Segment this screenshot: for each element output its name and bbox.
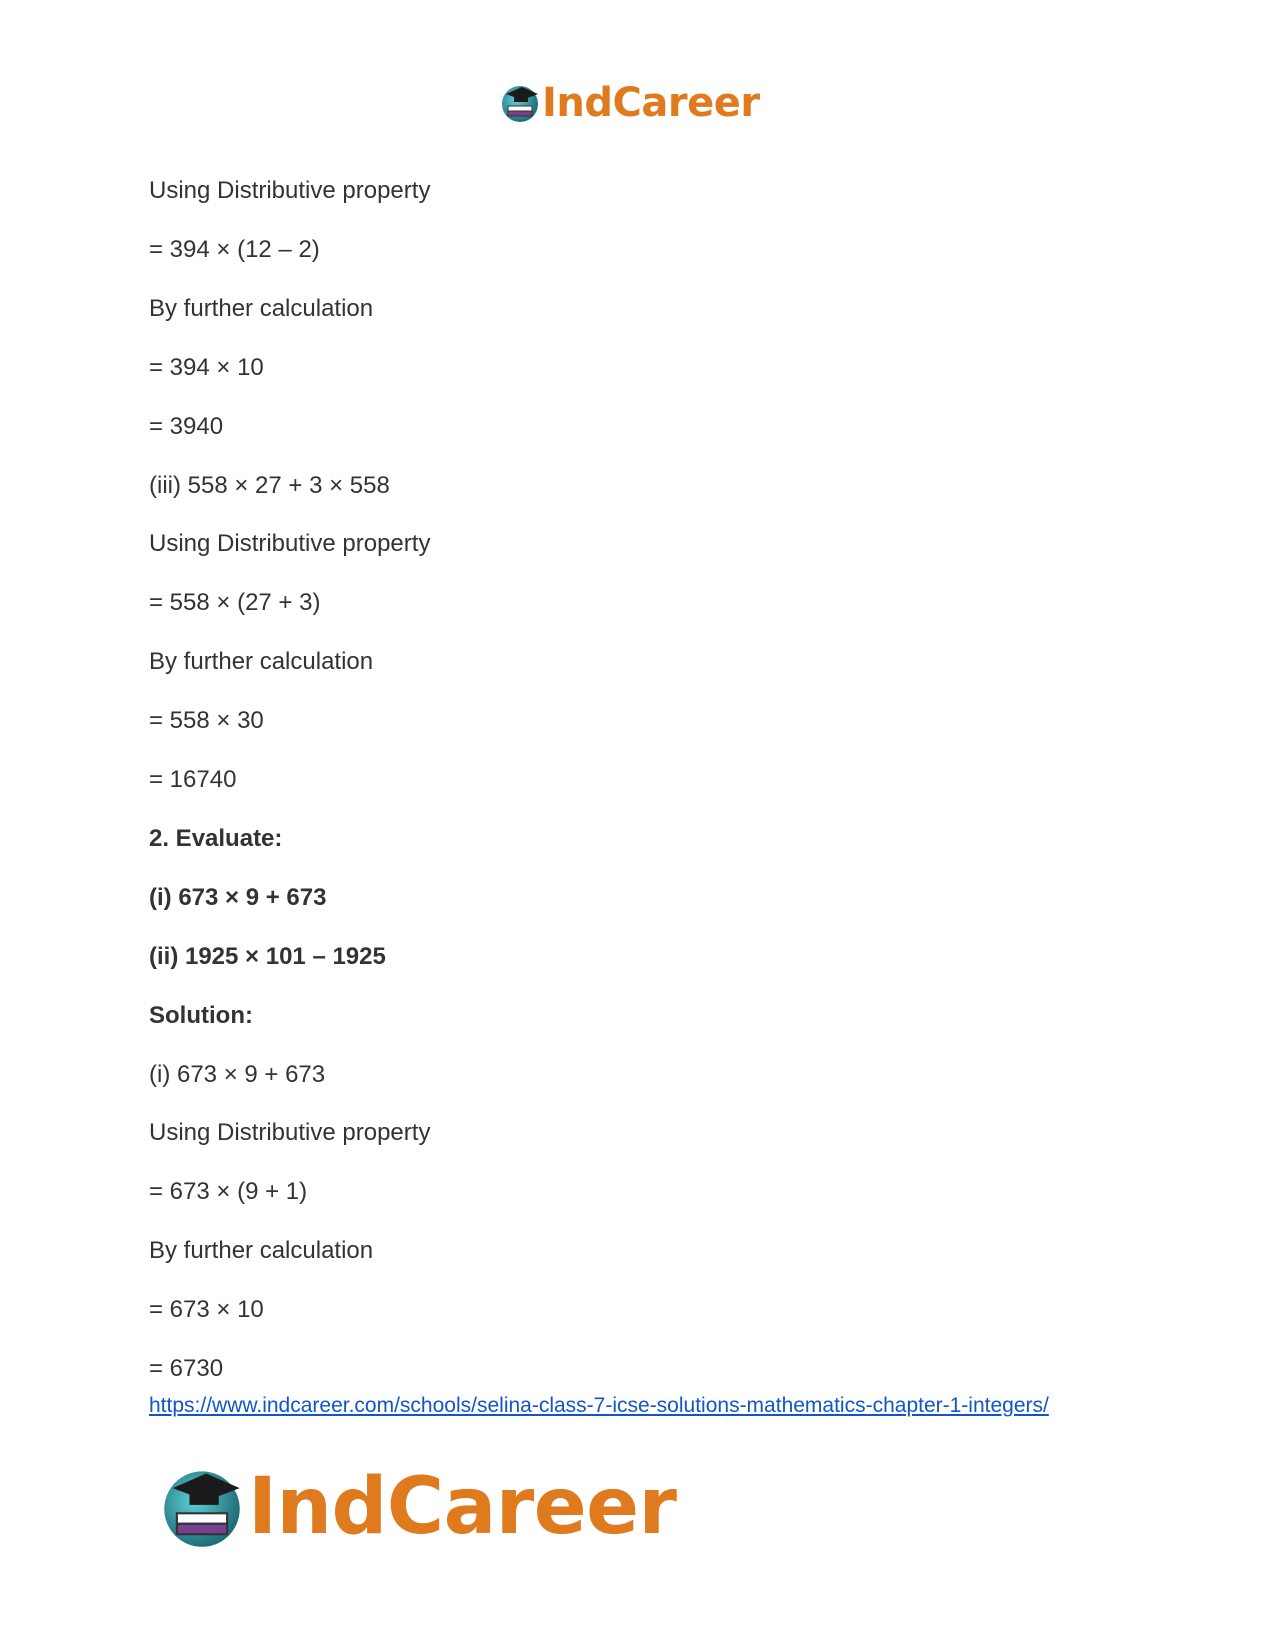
text-line: = 16740: [149, 766, 237, 793]
graduation-cap-book-icon: [500, 82, 540, 124]
text-line: = 6730: [149, 1355, 224, 1382]
text-line: (iii) 558 × 27 + 3 × 558: [149, 472, 390, 499]
text-line: = 673 × (9 + 1): [149, 1178, 308, 1205]
heading-line: (ii) 1925 × 101 – 1925: [149, 943, 386, 970]
graduation-cap-book-icon: [160, 1463, 244, 1551]
header-logo-text: IndCareer: [542, 80, 760, 126]
text-line: By further calculation: [149, 1237, 374, 1264]
text-line: = 394 × (12 – 2): [149, 236, 320, 263]
text-line: = 558 × 30: [149, 707, 264, 734]
text-line: Using Distributive property: [149, 530, 431, 557]
text-line: Using Distributive property: [149, 1119, 431, 1146]
header-logo: [500, 78, 760, 128]
footer-logo: [160, 1462, 677, 1552]
heading-line: Solution:: [149, 1002, 253, 1029]
text-line: = 558 × (27 + 3): [149, 589, 321, 616]
text-line: By further calculation: [149, 295, 374, 322]
text-line: (i) 673 × 9 + 673: [149, 1061, 326, 1088]
text-line: = 673 × 10: [149, 1296, 264, 1323]
text-line: = 394 × 10: [149, 354, 264, 381]
text-line: Using Distributive property: [149, 177, 431, 204]
source-url-link[interactable]: https://www.indcareer.com/schools/selina-class-7-icse-solutions-mathematics-chapter-1-integers/: [149, 1394, 1049, 1417]
footer-logo-text: IndCareer: [248, 1462, 677, 1552]
text-line: = 3940: [149, 413, 224, 440]
heading-line: (i) 673 × 9 + 673: [149, 884, 327, 911]
heading-line: 2. Evaluate:: [149, 825, 283, 852]
text-line: By further calculation: [149, 648, 374, 675]
